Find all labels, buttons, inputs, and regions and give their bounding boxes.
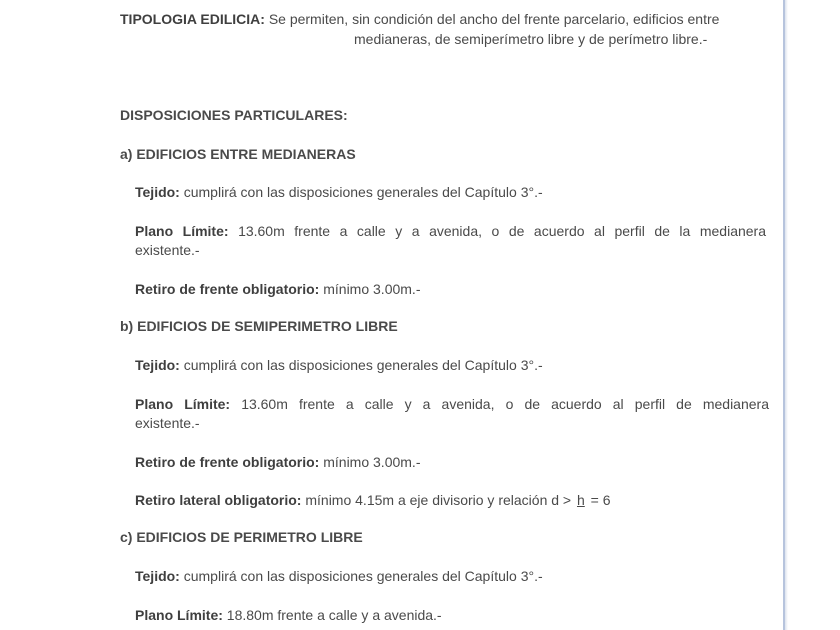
section-a-tejido <box>135 184 543 201</box>
retiro-text: mínimo 3.00m.- <box>323 454 421 470</box>
retiro-text: mínimo 3.00m.- <box>323 281 421 297</box>
section-a-retiro <box>135 281 420 298</box>
plano-text: 13.60m frente a calle y a avenida, o de acuerdo al perfil de la medianera <box>238 223 766 239</box>
plano-text: 18.80m frente a calle y a avenida.- <box>226 607 442 623</box>
tejido-label: Tejido: <box>135 184 180 200</box>
section-c-plano <box>135 607 442 624</box>
lateral-text: mínimo 4.15m a eje divisorio y relación d > <box>305 492 575 508</box>
section-a-plano-line1 <box>135 223 766 240</box>
plano-label: Plano Límite: <box>135 607 223 623</box>
tipologia-line1 <box>120 11 719 28</box>
section-b-retiro <box>135 454 420 471</box>
lateral-h-fraction: h <box>576 492 585 508</box>
plano-label: Plano Límite: <box>135 223 229 239</box>
lateral-label: Retiro lateral obligatorio: <box>135 492 302 508</box>
tejido-text: cumplirá con las disposiciones generales del Capítulo 3°.- <box>183 568 543 584</box>
section-a-heading: a) EDIFICIOS ENTRE MEDIANERAS <box>120 146 356 162</box>
section-b-heading: b) EDIFICIOS DE SEMIPERIMETRO LIBRE <box>120 318 398 334</box>
page-border-shadow <box>785 0 788 630</box>
section-b-plano-line2: existente.- <box>135 415 200 431</box>
section-a-plano-line2: existente.- <box>135 242 200 258</box>
plano-text: 13.60m frente a calle y a avenida, o de acuerdo al perfil de medianera <box>241 396 769 412</box>
tejido-label: Tejido: <box>135 568 180 584</box>
section-c-tejido <box>135 568 543 585</box>
section-b-retiro-lateral <box>135 492 611 509</box>
section-b-plano-line1 <box>135 396 769 413</box>
tipologia-text-line1: Se permiten, sin condición del ancho del frente parcelario, edificios entre <box>268 11 720 27</box>
tipologia-label: TIPOLOGIA EDILICIA: <box>120 11 265 27</box>
plano-label: Plano Límite: <box>135 396 231 412</box>
lateral-equals: = 6 <box>590 492 611 508</box>
retiro-label: Retiro de frente obligatorio: <box>135 454 320 470</box>
disposiciones-title: DISPOSICIONES PARTICULARES: <box>120 107 348 123</box>
section-c-heading: c) EDIFICIOS DE PERIMETRO LIBRE <box>120 529 363 545</box>
tipologia-text-line2: medianeras, de semiperímetro libre y de perímetro libre.- <box>354 31 708 47</box>
section-b-tejido <box>135 357 543 374</box>
tejido-text: cumplirá con las disposiciones generales del Capítulo 3°.- <box>183 357 543 373</box>
tejido-label: Tejido: <box>135 357 180 373</box>
tejido-text: cumplirá con las disposiciones generales del Capítulo 3°.- <box>183 184 543 200</box>
retiro-label: Retiro de frente obligatorio: <box>135 281 320 297</box>
